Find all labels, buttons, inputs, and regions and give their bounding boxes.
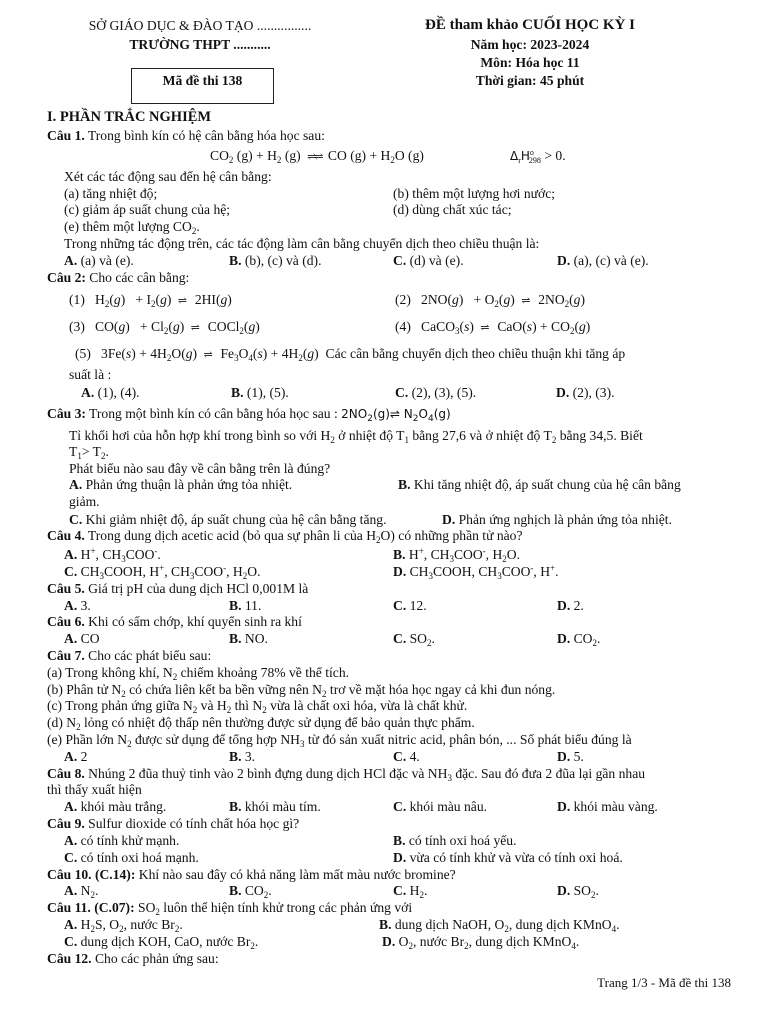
q1-answer-c: C. (d) và (e). — [393, 253, 464, 268]
question-6: Câu 6. Khi có sấm chớp, khí quyển sinh ra khí — [47, 614, 302, 629]
q6-answer-b: B. NO. — [229, 631, 268, 646]
q11-answer-a: A. $H_2S$, $O_2$, nước $Br_2$. — [64, 917, 183, 934]
q5-answer-b: B. 11. — [229, 598, 262, 613]
question-4: Câu 4. Trong dung dịch acetic acid (bỏ qua sự phân li của $H_2O$) có những phần tử nào? — [47, 528, 523, 545]
equilibrium-arrow-icon: ⇌ — [190, 322, 198, 334]
q7-answer-d: D. 5. — [557, 749, 584, 764]
q10-answer-a: A. $N_2$. — [64, 883, 99, 900]
exam-code: Mã đề thi 138 — [162, 73, 243, 88]
section-title: I. PHẦN TRẮC NGHIỆM — [47, 109, 212, 125]
q11-answer-c: C. dung dịch KOH, CaO, nước $Br_2$. — [64, 934, 259, 951]
q7-answer-a: A. 2 — [64, 749, 88, 764]
q5-answer-c: C. 12. — [393, 598, 427, 613]
q3-answer-b2: giảm. — [69, 494, 100, 509]
q8-answer-b: B. khói màu tím. — [229, 799, 321, 814]
q2-answer-c: C. (2), (3), (5). — [395, 385, 477, 400]
equilibrium-arrow-icon: ⇌ — [177, 295, 186, 307]
q9-answer-b: B. có tính oxi hoá yếu. — [393, 833, 517, 848]
q1-option-e: (e) thêm một lượng $CO_2$. — [64, 219, 200, 236]
question-3: Câu 3: Trong một bình kín có cân bằng hóa học sau : $2NO_2(g)\rightleftharpoons$ $N_2O_4(g)$ — [47, 406, 451, 424]
q1-intro: Xét các tác động sau đến hệ cân bằng: — [64, 169, 272, 184]
q1-ask: Trong những tác động trên, các tác động làm cân bằng chuyển dịch theo chiều thuận là: — [64, 236, 540, 251]
q10-answer-d: D. $SO_2$. — [557, 883, 599, 900]
q7-answer-b: B. 3. — [229, 749, 256, 764]
q5-answer-d: D. 2. — [557, 598, 584, 613]
q8-answer-a: A. khói màu trắng. — [64, 799, 167, 814]
q2-eq5: (5) $3Fe(s) + 4H_2O(g)$ ⇌ $Fe_3O_4(s) + 4H_2(g)$ Các cân bằng chuyển dịch theo chiều thuận khi tăng áp — [75, 346, 626, 363]
equilibrium-arrow-icon: ⇌ — [480, 322, 488, 334]
q3-answer-b: B. Khi tăng nhiệt độ, áp suất chung của hệ cân bằng — [398, 477, 681, 492]
question-11: Câu 11. (C.07): $SO_2$ luôn thể hiện tính khử trong các phản ứng với — [47, 900, 413, 917]
q7-c: (c) Trong phản ứng giữa $N_2$ và $H_2$ thì $N_2$ vừa là chất oxi hóa, vừa là chất khử. — [47, 698, 468, 715]
q2-tail: suất là : — [69, 367, 112, 382]
q6-answer-a: A. CO — [64, 631, 100, 646]
q7-answer-c: C. 4. — [393, 749, 420, 764]
q6-answer-d: D. $CO_2$. — [557, 631, 601, 648]
q3-answer-d: D. Phản ứng nghịch là phản ứng tỏa nhiệt. — [442, 512, 672, 527]
q3-line2: $T_1> T_2$. — [69, 444, 109, 461]
q7-a: (a) Trong không khí, $N_2$ chiếm khoảng 78% về thể tích. — [47, 665, 350, 682]
question-2: Câu 2: Cho các cân bằng: — [47, 270, 190, 285]
q9-answer-d: D. vừa có tính khử và vừa có tính oxi hoá. — [393, 850, 623, 865]
department-name: SỞ GIÁO DỤC & ĐÀO TẠO ................ — [88, 18, 312, 33]
question-12: Câu 12. Cho các phản ứng sau: — [47, 951, 219, 966]
q3-answer-c: C. Khi giảm nhiệt độ, áp suất chung của hệ cân bằng tăng. — [69, 512, 387, 527]
q8-line2: thì thấy xuất hiện — [47, 782, 142, 797]
q7-b: (b) Phân tử $N_2$ có chứa liên kết ba bền vững nên $N_2$ trơ về mặt hóa học ngay cả khi đun nóng. — [47, 682, 556, 699]
q9-answer-a: A. có tính khử mạnh. — [64, 833, 180, 848]
q2-answer-b: B. (1), (5). — [231, 385, 289, 400]
question-5: Câu 5. Giá trị pH của dung dịch HCl 0,001M là — [47, 581, 309, 596]
question-8: Câu 8. Nhúng 2 đũa thuỷ tinh vào 2 bình đựng dung dịch HCl đặc và $NH_3$ đặc. Sau đó đưa 2 đũa lại gần nhau — [47, 766, 646, 783]
q1-answer-b: B. (b), (c) và (d). — [229, 253, 322, 268]
exam-time: Thời gian: 45 phút — [475, 73, 585, 88]
q1-answer-d: D. (a), (c) và (e). — [557, 253, 649, 268]
question-10: Câu 10. (C.14): Khí nào sau đây có khả năng làm mất màu nước bromine? — [47, 867, 456, 882]
q2-answer-d: D. (2), (3). — [556, 385, 615, 400]
q1-option-d: (d) dùng chất xúc tác; — [393, 202, 512, 217]
q3-line1: Tỉ khối hơi của hỗn hợp khí trong bình so với $H_2$ ở nhiệt độ $T_1$ bằng 27,6 và ở nhiệt độ $T_2$ bằng 34,5. Biết — [69, 428, 643, 445]
q11-answer-d: D. $O_2$, nước $Br_2$, dung dịch KMnO$_4$. — [382, 934, 580, 951]
q9-answer-c: C. có tính oxi hoá mạnh. — [64, 850, 199, 865]
q2-eq3: (3) $CO(g) + Cl_2(g)$ ⇌ COCl$_2$(g) — [69, 319, 260, 336]
q4-answer-a: A. H+, $CH_3COO^-$. — [64, 546, 161, 564]
q1-enthalpy: $\Delta_rH^o_{298} > 0$. — [510, 148, 566, 165]
q2-eq2: (2) $2NO(g) + O_2(g)$ ⇌ $2NO_2(g)$ — [395, 292, 585, 309]
q10-answer-b: B. $CO_2$. — [229, 883, 272, 900]
q1-option-b: (b) thêm một lượng hơi nước; — [393, 186, 556, 201]
q5-answer-a: A. 3. — [64, 598, 91, 613]
q1-option-c: (c) giảm áp suất chung của hệ; — [64, 202, 231, 217]
school-year: Năm học: 2023-2024 — [470, 37, 590, 52]
equilibrium-arrow-icon: ⇌ — [203, 349, 211, 361]
q2-answer-a: A. (1), (4). — [81, 385, 140, 400]
q6-answer-c: C. $SO_2$. — [393, 631, 435, 648]
equilibrium-arrow-icon: ⇌ — [521, 295, 529, 307]
q7-e: (e) Phần lớn $N_2$ được sử dụng để tổng hợp $NH_3$ từ đó sản xuất nitric acid, phân bón, ... Số phát biểu đúng là — [47, 732, 632, 749]
question-9: Câu 9. Sulfur dioxide có tính chất hóa học gì? — [47, 816, 300, 831]
page-footer: Trang 1/3 - Mã đề thi 138 — [597, 975, 731, 990]
q11-answer-b: B. dung dịch NaOH, $O_2$, dung dịch KMnO$_4$. — [379, 917, 620, 934]
q3-ask: Phát biểu nào sau đây về cân bằng trên là đúng? — [69, 461, 331, 476]
q1-option-a: (a) tăng nhiệt độ; — [64, 186, 158, 201]
q3-answer-a: A. Phản ứng thuận là phản ứng tỏa nhiệt. — [69, 477, 293, 492]
q4-answer-c: C. $CH_3COOH$, H+, $CH_3COO^-$, $H_2O$. — [64, 563, 261, 581]
equilibrium-arrow-icon: ⇌⇌ — [307, 151, 322, 163]
q8-answer-c: C. khói màu nâu. — [393, 799, 488, 814]
school-name: TRƯỜNG THPT ........... — [129, 37, 271, 52]
question-1: Câu 1. Trong bình kín có hệ cân bằng hóa học sau: — [47, 128, 325, 143]
q4-answer-b: B. H+, $CH_3COO^-$, $H_2O$. — [393, 546, 520, 564]
q1-answer-a: A. (a) và (e). — [64, 253, 134, 268]
q8-answer-d: D. khói màu vàng. — [557, 799, 658, 814]
q2-eq1: (1) $H_2(g) + I_2(g)$ ⇌ 2HI(g) — [69, 292, 232, 309]
q4-answer-d: D. $CH_3COOH$, $CH_3COO^-$, H+. — [393, 563, 559, 581]
question-7: Câu 7. Cho các phát biểu sau: — [47, 648, 212, 663]
q7-d: (d) $N_2$ lỏng có nhiệt độ thấp nên thường được sử dụng để bảo quản thực phẩm. — [47, 715, 475, 732]
exam-title: ĐỀ tham khảo CUỐI HỌC KỲ I — [424, 17, 636, 33]
q2-eq4: (4) CaCO$_3$(s) ⇌ $CaO(s) + CO_2(g)$ — [395, 319, 591, 336]
subject: Môn: Hóa học 11 — [480, 55, 580, 70]
q10-answer-c: C. $H_2$. — [393, 883, 428, 900]
q1-equation: $CO_2$ $(g) + H_2$ (g) ⇌⇌ CO $(g) + H_2O$ (g) — [210, 148, 424, 165]
